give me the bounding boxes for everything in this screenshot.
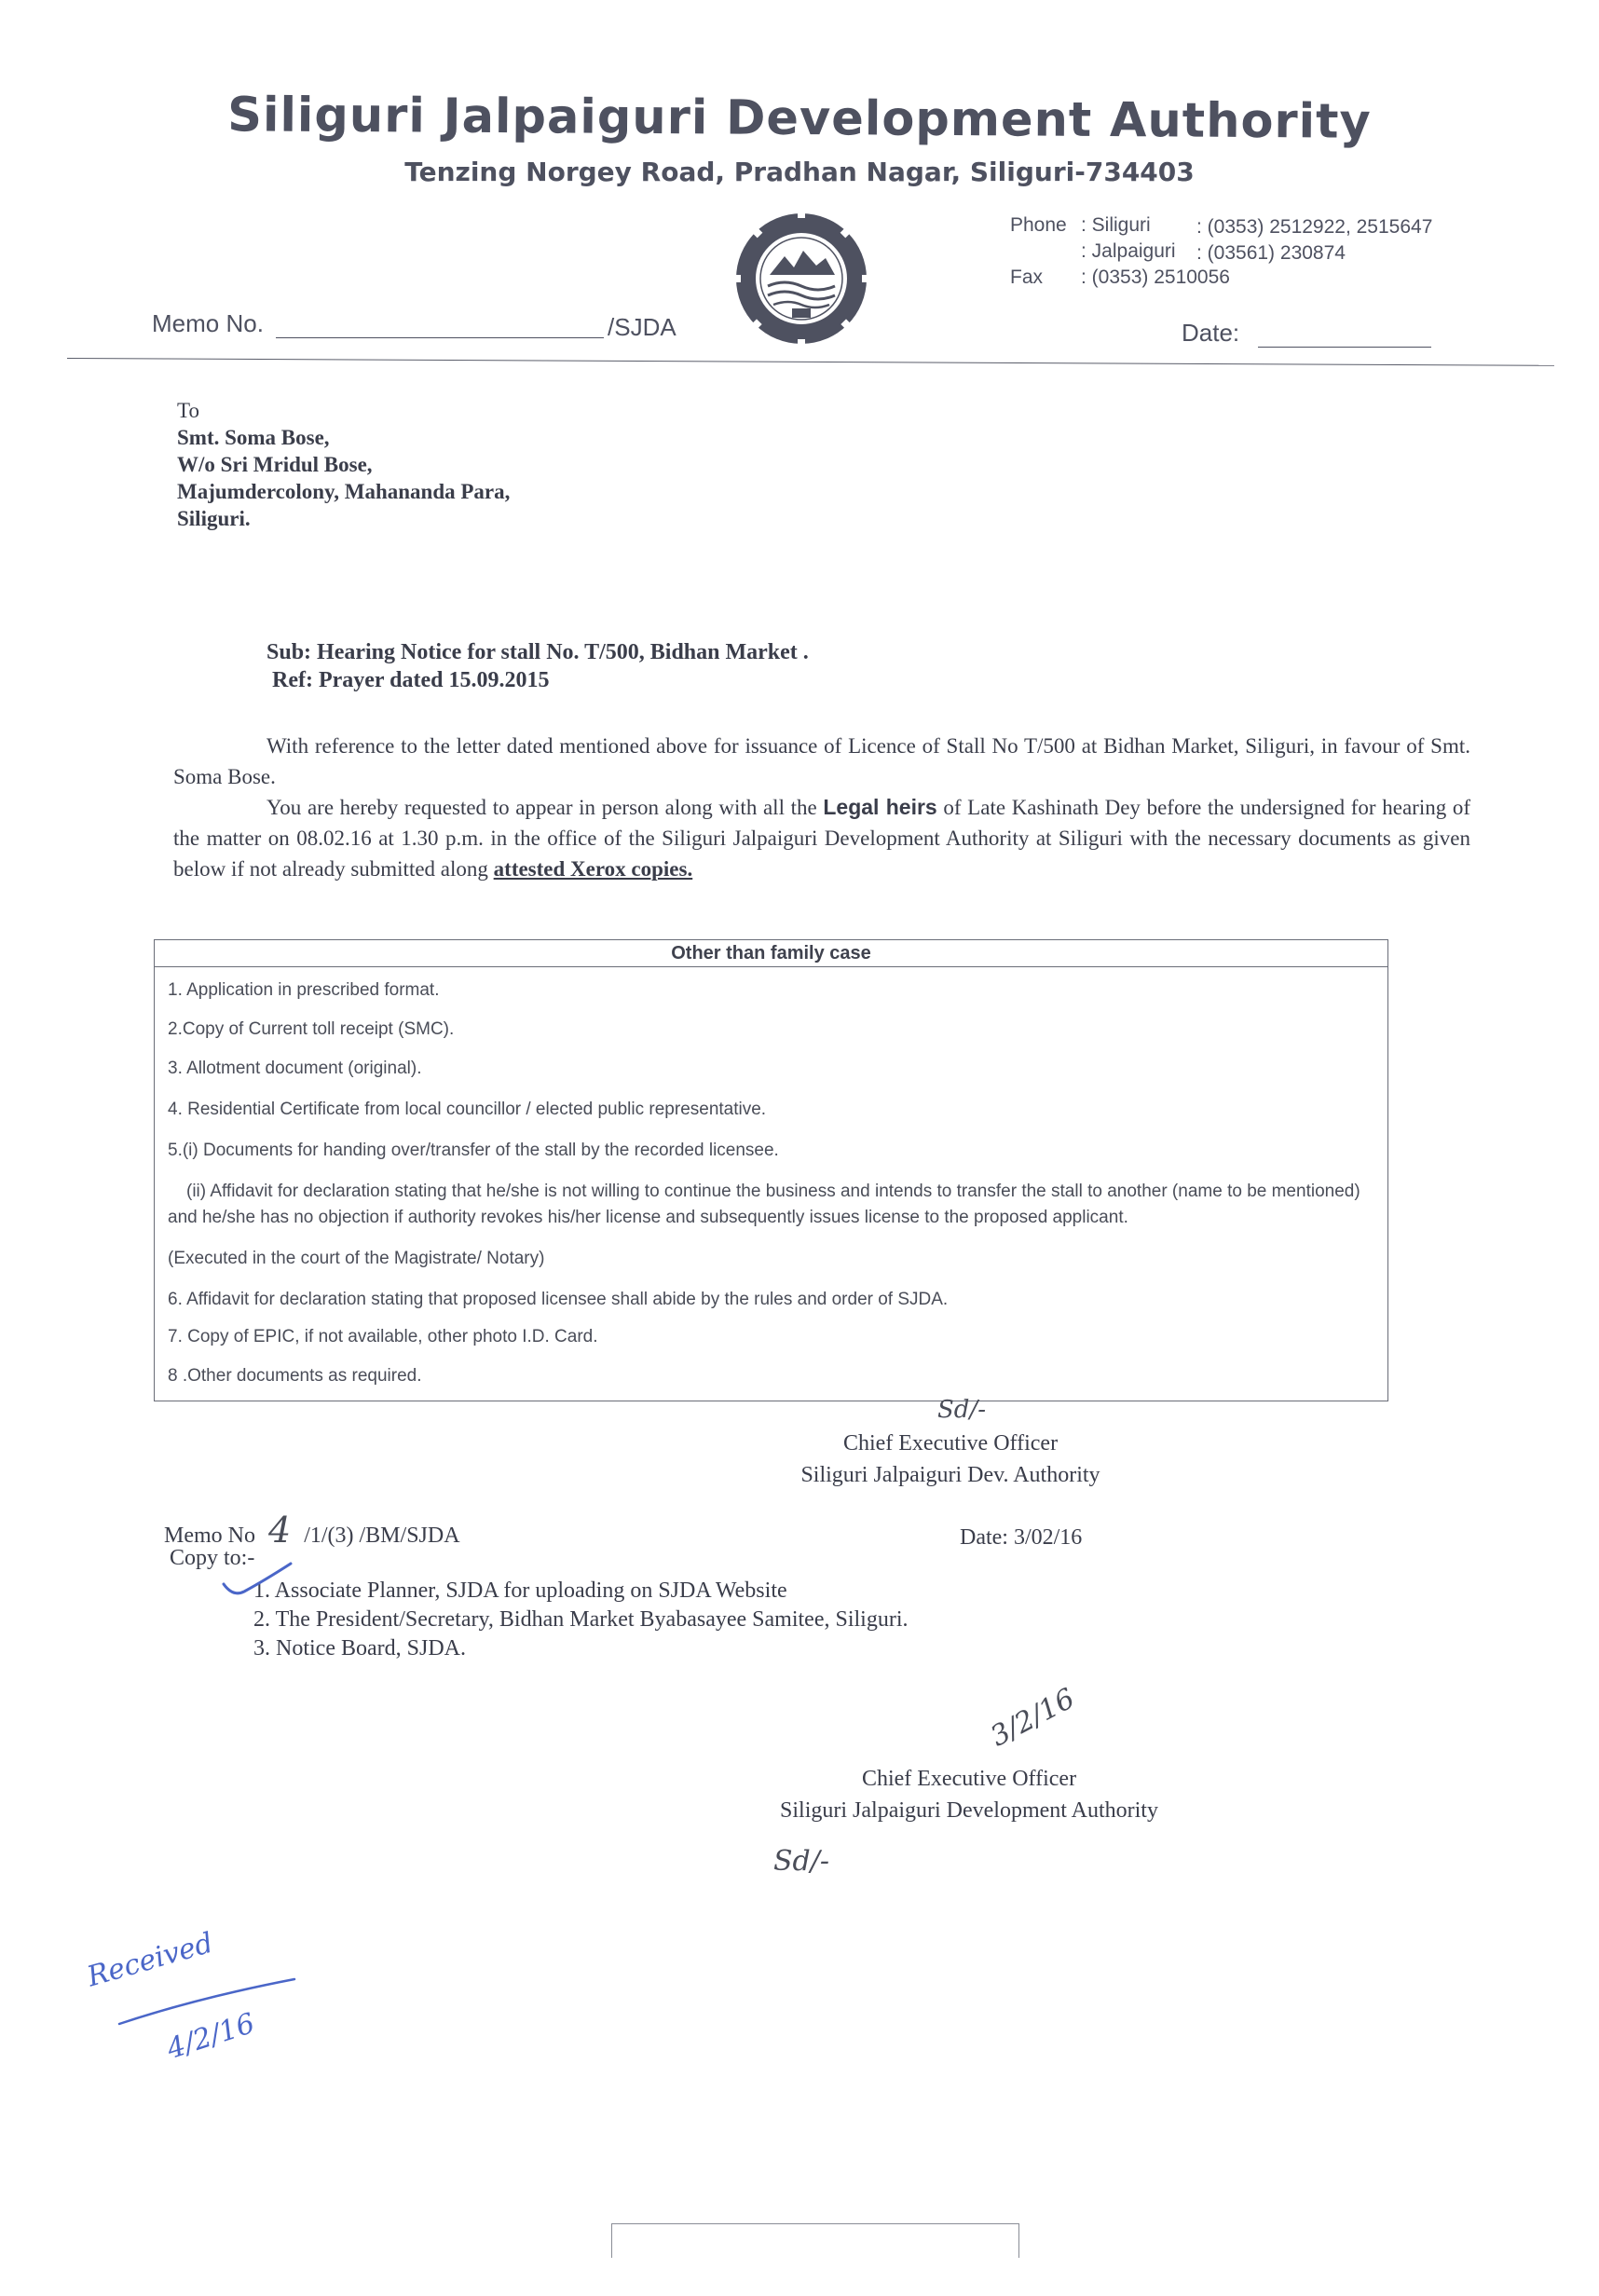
requirement-item: 5.(i) Documents for handing over/transfer of the stall by the recorded licensee. (168, 1141, 779, 1160)
date-label: Date: (1182, 319, 1240, 347)
signature-block-1 (745, 1428, 1155, 1491)
memo-handwritten-number: 4 (268, 1510, 292, 1551)
handwritten-sign-date: 3/2/16 (985, 1682, 1081, 1754)
requirement-item: 6. Affidavit for declaration stating that proposed licensee shall abide by the rules and order of SJDA. (168, 1290, 949, 1309)
signatory-title: Chief Executive Officer (842, 1431, 1059, 1456)
signatory-organization: Siliguri Jalpaiguri Dev. Authority (800, 1463, 1100, 1487)
fax-number: : (0353) 2510056 (1081, 266, 1230, 288)
attested-copies-emphasis: attested Xerox copies. (493, 857, 693, 881)
siliguri-phone: : (0353) 2512922, 2515647 (1196, 216, 1433, 238)
requirement-item: 1. Application in prescribed format. (168, 980, 440, 1000)
body-paragraph-2-text-a: You are hereby requested to appear in person along with all the (266, 796, 817, 819)
sjda-emblem-icon (732, 210, 870, 348)
memo-suffix: /SJDA (608, 313, 676, 341)
signature-block-2 (727, 1763, 1211, 1826)
copy-to-item: 1. Associate Planner, SJDA for uploading on SJDA Website (253, 1578, 787, 1603)
memo-prefix: Memo No (164, 1524, 255, 1548)
memo-blank-line (276, 337, 604, 338)
recipient-line: Siliguri. (177, 507, 251, 530)
body-paragraph-1 (173, 731, 1470, 792)
requirement-item: (ii) Affidavit for declaration stating that he/she is not willing to continue the business and intends to transfer the stall to another (name to be mentioned) and he/she has no objection if authority revokes his/her license and subsequently issues license to the proposed applicant. (168, 1182, 1360, 1227)
signature-initials-2: Sd/- (773, 1845, 829, 1878)
requirement-item: (Executed in the court of the Magistrate/ Notary) (168, 1249, 545, 1268)
recipient-line: To (177, 399, 199, 422)
requirement-item: 7. Copy of EPIC, if not available, other photo I.D. Card. (168, 1327, 598, 1346)
requirement-item: 8 .Other documents as required. (168, 1366, 422, 1386)
memo-rest: /1/(3) /BM/SJDA (304, 1524, 460, 1548)
recipient-address (177, 397, 510, 532)
recipient-line: Smt. Soma Bose, (177, 426, 330, 449)
date-blank-line (1258, 347, 1431, 348)
jalpaiguri-label: : Jalpaiguri (1081, 240, 1176, 262)
jalpaiguri-phone: : (03561) 230874 (1196, 242, 1346, 264)
signature-initials-1: Sd/- (937, 1396, 986, 1424)
requirement-item: 2.Copy of Current toll receipt (SMC). (168, 1019, 455, 1039)
subject-line: Sub: Hearing Notice for stall No. T/500, Bidhan Market . (266, 640, 809, 664)
organization-address: Tenzing Norgey Road, Pradhan Nagar, Siliguri-734403 (404, 157, 1195, 187)
body-paragraph-2 (173, 792, 1470, 884)
requirement-item: 3. Allotment document (original). (168, 1059, 422, 1078)
organization-name: Siliguri Jalpaiguri Development Authority (227, 88, 1372, 150)
recipient-line: W/o Sri Mridul Bose, (177, 453, 373, 476)
receipt-annotation: Received (83, 1926, 217, 1994)
body-paragraph-2-text-b: of Late Kashinath Dey before the undersigned for hearing of the matter on 08.02.16 at 1.30 p.m. in the office of the Siliguri Jalpaiguri Development Authority at Siliguri with the necessary documents as given below if not already submitted along (173, 796, 1471, 881)
copy-to-label: Copy to:- (170, 1546, 255, 1570)
requirements-table (154, 939, 1388, 1401)
signatory-title: Chief Executive Officer (861, 1767, 1077, 1791)
copy-to-item: 3. Notice Board, SJDA. (253, 1636, 466, 1660)
phone-label: Phone (1010, 214, 1067, 236)
body-paragraph-1-text: With reference to the letter dated mentioned above for issuance of Licence of Stall No T/500 at Bidhan Market, Siliguri, in favour of Smt. Soma Bose. (173, 734, 1470, 788)
fax-label: Fax (1010, 266, 1044, 288)
reference-line: Ref: Prayer dated 15.09.2015 (272, 668, 550, 692)
memo-date: Date: 3/02/16 (960, 1525, 1083, 1550)
recipient-line: Majumdercolony, Mahananda Para, (177, 480, 511, 503)
footer-binding-mark (611, 2223, 1019, 2258)
receipt-date: 4/2/16 (162, 2006, 259, 2067)
check-mark-icon (220, 1560, 294, 1603)
memo-label: Memo No. (152, 309, 264, 337)
copy-to-item: 2. The President/Secretary, Bidhan Market Byabasayee Samitee, Siliguri. (253, 1607, 909, 1632)
legal-heirs-emphasis: Legal heirs (823, 795, 937, 819)
copy-to-list (253, 1577, 908, 1663)
header-divider (67, 358, 1554, 366)
signatory-organization: Siliguri Jalpaiguri Development Authority (780, 1798, 1158, 1823)
siliguri-label: : Siliguri (1081, 214, 1151, 236)
requirements-title: Other than family case (155, 940, 1387, 967)
requirement-item: 4. Residential Certificate from local councillor / elected public representative. (168, 1100, 767, 1119)
